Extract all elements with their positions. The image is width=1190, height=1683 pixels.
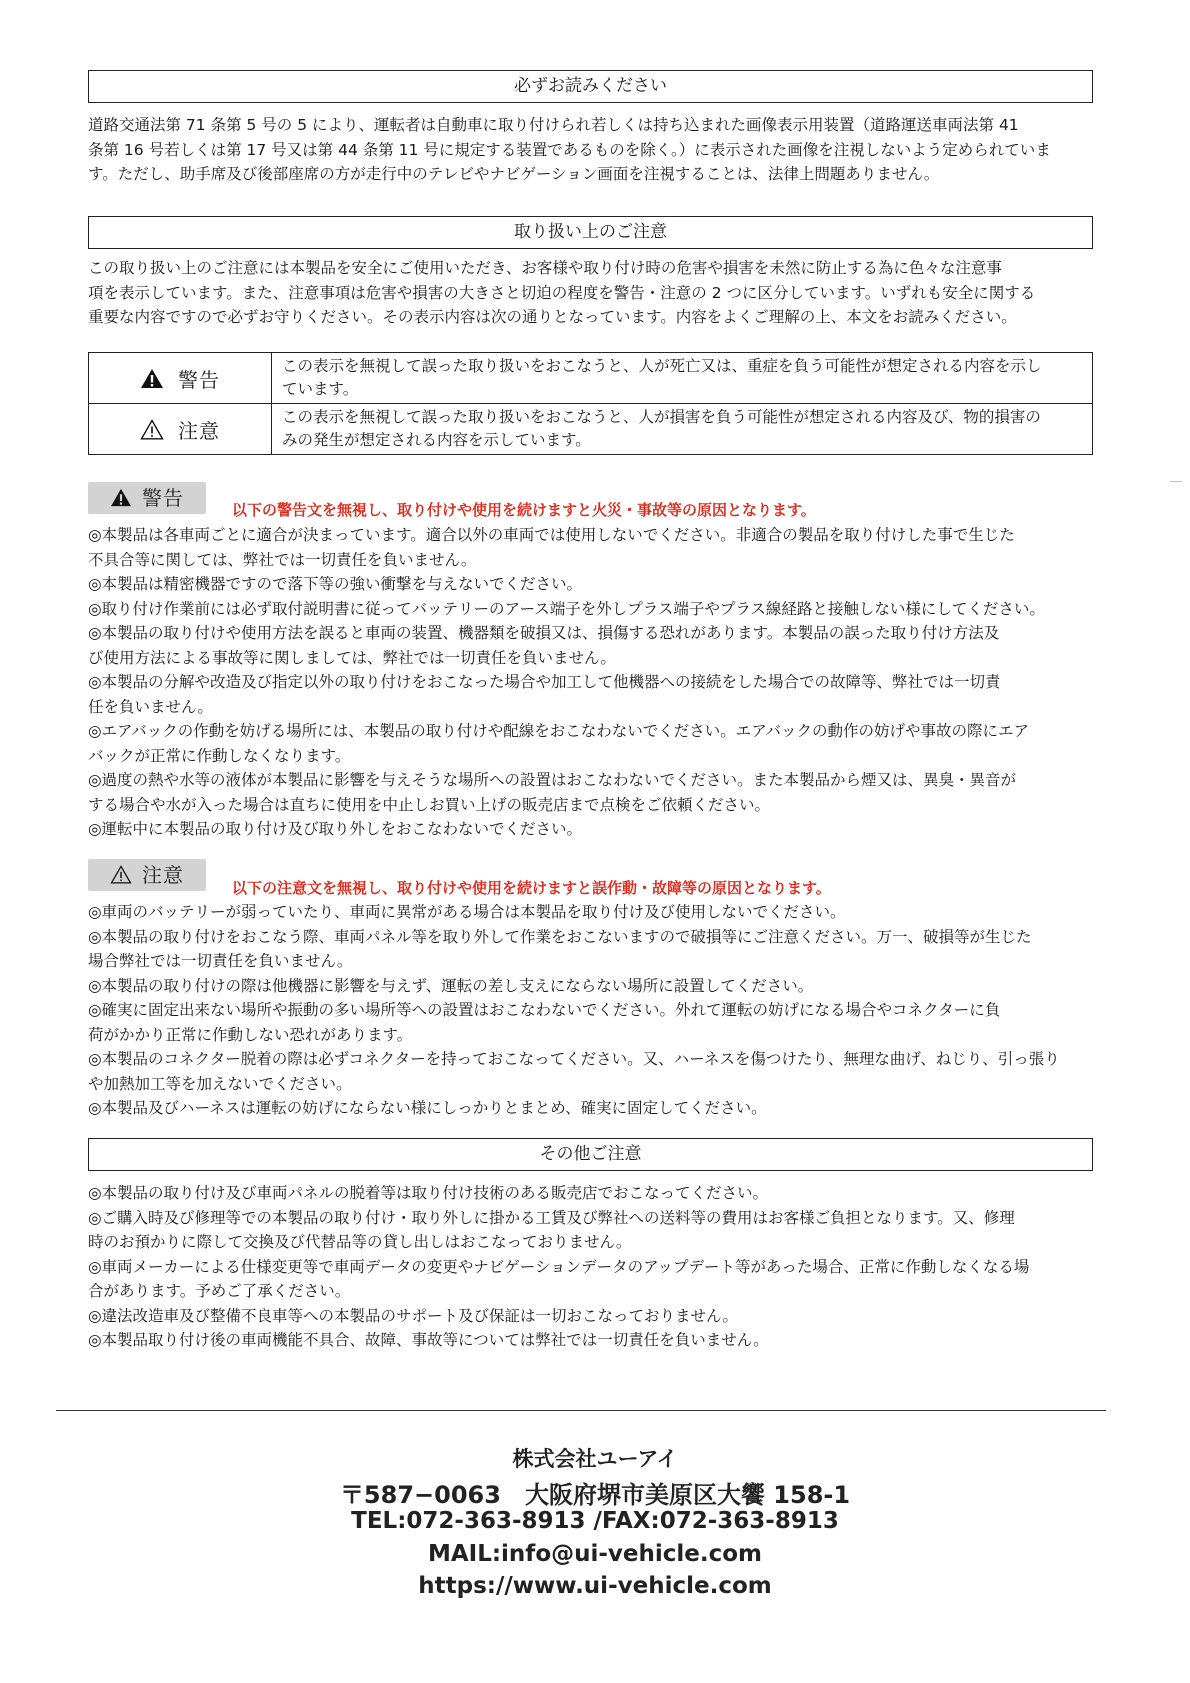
legend-warning-label: 警告 (178, 367, 220, 392)
legend-warning-symbol (89, 353, 272, 404)
caution-icon (110, 865, 132, 884)
warning-icon (110, 488, 132, 507)
caution-icon (140, 419, 164, 440)
warning-badge (88, 482, 206, 514)
list-line: ◎違法改造車及び整備不良車等への本製品のサポート及び保証は一切おこなっておりません。 (88, 1306, 738, 1325)
list-item (88, 1096, 1098, 1121)
must-read-heading: 必ずお読みください (88, 70, 1093, 103)
list-line: ◎ご購入時及び修理等での本製品の取り付け・取り外しに掛かる工賃及び弊社への送料等の費用はお客様ご負担となります。又、修理 (88, 1208, 1015, 1227)
list-line: ◎本製品取り付け後の車両機能不具合、故障、事故等については弊社では一切責任を負いません。 (88, 1331, 769, 1349)
must-read-line: 道路交通法第 71 条第 5 号の 5 により、運転者は自動車に取り付けられ若しくは持ち込まれた画像表示用装置（道路運送車両法第 41 (88, 116, 1019, 134)
list-item (88, 1206, 1098, 1255)
legend-caution-line: この表示を無視して誤った取り扱いをおこなうと、人が損害を負う可能性が想定される内容及び、物的損害の (282, 408, 1041, 426)
scan-artifact-mark (1170, 481, 1182, 482)
list-line: ◎エアバックの作動を妨げる場所には、本製品の取り付けや配線をおこなわないでください。エアバックの動作の妨げや事故の際にエア (88, 722, 1030, 740)
warning-badge-label: 警告 (142, 486, 184, 510)
list-line: 場合弊社では一切責任を負いません。 (88, 952, 353, 970)
handling-line: この取り扱い上のご注意には本製品を安全にご使用いただき、お客様や取り付け時の危害や損害を未然に防止する為に色々な注意事 (88, 259, 1002, 277)
company-email[interactable]: MAIL:info@ui-vehicle.com (427, 1541, 763, 1567)
list-item (88, 1181, 1098, 1206)
legend-row-caution (89, 404, 1093, 455)
list-line: 不具合等に関しては、弊社では一切責任を負いません。 (88, 550, 477, 569)
legend-warning-line: この表示を無視して誤った取り扱いをおこなうと、人が死亡又は、重症を負う可能性が想定される内容を示し (282, 357, 1042, 375)
list-line: する場合や水が入った場合は直ちに使用を中止しお買い上げの販売店まで点検をご依頼ください。 (88, 795, 771, 814)
list-line: 任を負いません。 (88, 697, 213, 716)
must-read-text (88, 113, 1098, 187)
company-website-link[interactable]: https://www.ui-vehicle.com (418, 1573, 772, 1599)
caution-badge (88, 859, 206, 891)
list-line: 荷がかかり正常に作動しない恐れがあります。 (88, 1025, 413, 1044)
caution-red-note: 以下の注意文を無視し、取り付けや使用を続けますと誤作動・故障等の原因となります。 (232, 879, 831, 897)
list-item (88, 1328, 1098, 1353)
list-line: 合があります。予めご了承ください。 (88, 1282, 351, 1300)
list-line: ◎過度の熱や水等の液体が本製品に影響を与えそうな場所への設置はおこなわないでください。また本製品から煙又は、異臭・異音が (88, 771, 1017, 789)
list-line: ◎本製品は各車両ごとに適合が決まっています。適合以外の車両では使用しないでください。非適合の製品を取り付けした事で生じた (88, 526, 1015, 544)
legend-caution-description (272, 404, 1093, 455)
list-line: び使用方法による事故等に関しましては、弊社では一切責任を負いません。 (88, 648, 616, 667)
handling-line: 重要な内容ですので必ずお守りください。その表示内容は次の通りとなっています。内容をよくご理解の上、本文をお読みください。 (88, 308, 1017, 326)
list-item (88, 523, 1098, 572)
list-item (88, 1304, 1098, 1329)
legend-caution-label: 注意 (178, 418, 220, 443)
list-item (88, 621, 1098, 670)
list-line: ◎本製品の取り付けや使用方法を誤ると車両の装置、機器類を破損又は、損傷する恐れがあります。本製品の誤った取り付け方法及 (88, 624, 1000, 642)
list-line: ◎本製品の取り付けをおこなう際、車両パネル等を取り外して作業をおこないますので破損等にご注意ください。万一、破損等が生じた (88, 927, 1032, 946)
legend-warning-line: ています。 (282, 380, 359, 398)
legend-caution-symbol (89, 404, 272, 455)
list-item (88, 1255, 1098, 1304)
list-line: ◎本製品及びハーネスは運転の妨げにならない様にしっかりとまとめ、確実に固定してください。 (88, 1099, 767, 1117)
list-item (88, 670, 1098, 719)
list-item (88, 925, 1098, 974)
must-read-line: す。ただし、助手席及び後部座席の方が走行中のテレビやナビゲーション画面を注視することは、法律上問題ありません。 (88, 165, 940, 183)
list-item (88, 572, 1098, 597)
list-item (88, 998, 1098, 1047)
list-item (88, 900, 1098, 925)
list-line: ◎車両メーカーによる仕様変更等で車両データの変更やナビゲーションデータのアップデート等があった場合、正常に作動しなくなる場 (88, 1257, 1030, 1276)
caution-badge-label: 注意 (142, 863, 184, 887)
warning-red-note: 以下の警告文を無視し、取り付けや使用を続けますと火災・事故等の原因となります。 (232, 501, 816, 519)
warning-icon (140, 368, 164, 389)
list-item (88, 817, 1098, 842)
handling-line: 項を表示しています。また、注意事項は危害や損害の大きさと切迫の程度を警告・注意の 2 つに区分しています。いずれも安全に関する (88, 283, 1036, 302)
list-item (88, 1047, 1098, 1096)
company-tel-fax: TEL:072-363-8913 /FAX:072-363-8913 (351, 1508, 839, 1534)
footer-divider (56, 1410, 1106, 1411)
list-line: ◎本製品のコネクター脱着の際は必ずコネクターを持っておこなってください。又、ハーネスを傷つけたり、無理な曲げ、ねじり、引っ張り (88, 1050, 1060, 1068)
list-line: や加熱加工等を加えないでください。 (88, 1074, 352, 1093)
company-address: 〒587−0063 大阪府堺市美原区大饗 158-1 (339, 1481, 851, 1509)
list-item (88, 768, 1098, 817)
list-item (88, 597, 1098, 622)
must-read-line: 条第 16 号若しくは第 17 号又は第 44 条第 11 号に規定する装置であるものを除く。）に表示された画像を注視しないよう定められていま (88, 140, 1051, 159)
handling-text (88, 256, 1098, 330)
legend-warning-description (272, 353, 1093, 404)
handling-heading: 取り扱い上のご注意 (88, 216, 1093, 249)
warning-list (88, 523, 1098, 842)
legend-row-warning (89, 353, 1093, 404)
list-line: ◎取り付け作業前には必ず取付説明書に従ってバッテリーのアース端子を外しプラス端子やプラス線経路と接触しない様にしてください。 (88, 599, 1045, 618)
signal-word-legend-table (88, 352, 1093, 455)
caution-list (88, 900, 1098, 1121)
list-line: 時のお預かりに際して交換及び代替品等の貸し出しはおこなっておりません。 (88, 1233, 632, 1251)
list-item (88, 974, 1098, 999)
list-line: ◎本製品は精密機器ですので落下等の強い衝撃を与えないでください。 (88, 575, 583, 593)
list-line: ◎確実に固定出来ない場所や振動の多い場所等への設置はおこなわないでください。外れて運転の妨げになる場合やコネクターに負 (88, 1001, 1001, 1019)
list-line: バックが正常に作動しなくなります。 (88, 746, 351, 765)
list-line: ◎車両のバッテリーが弱っていたり、車両に異常がある場合は本製品を取り付け及び使用しないでください。 (88, 903, 846, 921)
company-name: 株式会社ユーアイ (512, 1447, 678, 1471)
legend-caution-line: みの発生が想定される内容を示しています。 (282, 431, 591, 449)
list-line: ◎本製品の分解や改造及び指定以外の取り付けをおこなった場合や加工して他機器への接続をした場合での故障等、弊社では一切責 (88, 673, 1001, 691)
list-item (88, 719, 1098, 768)
other-notes-list (88, 1181, 1098, 1353)
list-line: ◎本製品の取り付けの際は他機器に影響を与えず、運転の差し支えにならない場所に設置してください。 (88, 976, 814, 995)
other-notes-heading: その他ご注意 (88, 1138, 1093, 1171)
list-line: ◎運転中に本製品の取り付け及び取り外しをおこなわないでください。 (88, 820, 583, 838)
list-line: ◎本製品の取り付け及び車両パネルの脱着等は取り付け技術のある販売店でおこなってください。 (88, 1184, 769, 1202)
